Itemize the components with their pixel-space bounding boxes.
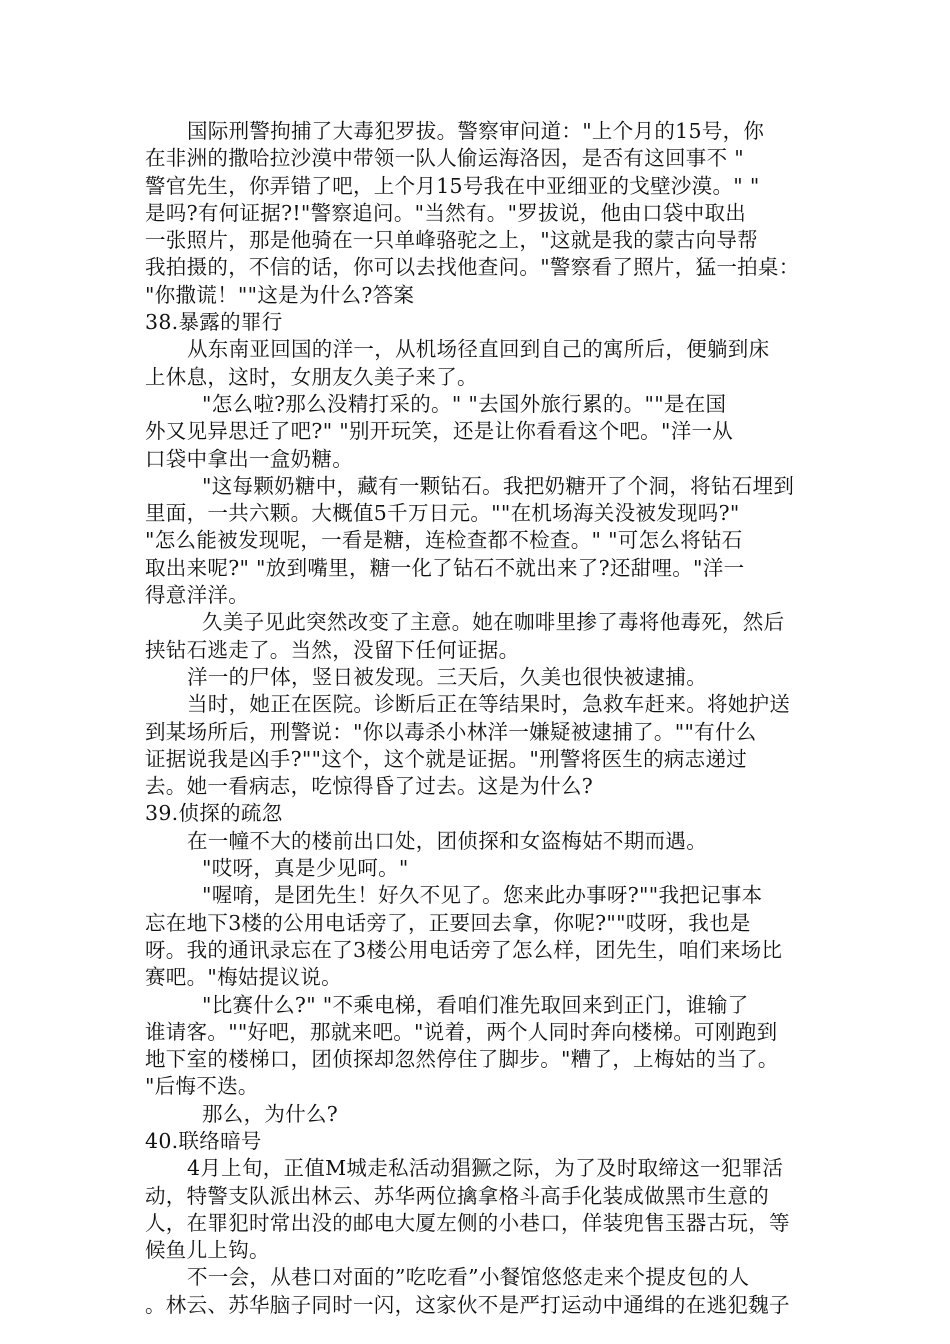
text-line: 谁请客。""好吧，那就来吧。"说着，两个人同时奔向楼梯。可刚跑到: [145, 1019, 778, 1044]
text-line: 去。她一看病志，吃惊得昏了过去。这是为什么?: [145, 774, 594, 799]
text-line: "哎呀，真是少见呵。": [202, 856, 409, 881]
text-line: 外又见异思迁了吧?" "别开玩笑，还是让你看看这个吧。"洋一从: [145, 419, 734, 444]
text-line: 候鱼儿上钩。: [145, 1238, 270, 1263]
text-line: 忘在地下3楼的公用电话旁了，正要回去拿，你呢?""哎呀，我也是: [145, 910, 751, 935]
section-heading: 39.侦探的疏忽: [145, 801, 283, 826]
text-line: 在非洲的撒哈拉沙漠中带领一队人偷运海洛因，是否有这回事不 ": [145, 146, 744, 171]
text-line: 挟钻石逃走了。当然，没留下任何证据。: [145, 637, 520, 662]
text-line: 到某场所后，刑警说："你以毒杀小林洋一嫌疑被逮捕了。""有什么: [145, 719, 757, 744]
text-line: "比赛什么?" "不乘电梯，看咱们准先取回来到正门，谁输了: [202, 992, 749, 1017]
text-line: 上休息，这时，女朋友久美子来了。: [145, 364, 478, 389]
text-line: "你撒谎！""这是为什么?答案: [145, 282, 415, 307]
text-line: 是吗?有何证据?!"警察追问。"当然有。"罗拔说，他由口袋中取出: [145, 200, 747, 225]
text-line: 当时，她正在医院。诊断后正在等结果时，急救车赶来。将她护送: [187, 692, 791, 717]
text-line: 不一会，从巷口对面的”吃吃看”小餐馆悠悠走来个提皮包的人: [187, 1265, 750, 1290]
text-line: 我拍摄的，不信的话，你可以去找他查问。"警察看了照片，猛一拍桌：: [145, 255, 800, 280]
text-line: "怎么啦?那么没精打采的。" "去国外旅行累的。""是在国: [202, 391, 727, 416]
text-line: 警官先生，你弄错了吧，上个月15号我在中亚细亚的戈壁沙漠。" ": [145, 173, 760, 198]
text-line: 得意洋洋。: [145, 583, 249, 608]
text-line: 那么，为什么?: [202, 1101, 339, 1126]
text-line: "后悔不迭。: [145, 1074, 259, 1099]
text-line: "怎么能被发现呢，一看是糖，连检查都不检查。" "可怎么将钻石: [145, 528, 743, 553]
text-line: 证据说我是凶手?""这个，这个就是证据。"刑警将医生的病志递过: [145, 746, 748, 771]
text-line: 一张照片，那是他骑在一只单峰骆驼之上，"这就是我的蒙古向导帮: [145, 228, 758, 253]
text-line: 呀。我的通讯录忘在了3楼公用电话旁了怎么样，团先生，咱们来场比: [145, 937, 783, 962]
text-line: 久美子见此突然改变了主意。她在咖啡里掺了毒将他毒死，然后: [202, 610, 785, 635]
text-line: 赛吧。"梅姑提议说。: [145, 965, 342, 990]
text-line: 口袋中拿出一盒奶糖。: [145, 446, 353, 471]
section-heading: 38.暴露的罪行: [145, 310, 283, 335]
text-line: 里面，一共六颗。大概值5千万日元。""在机场海关没被发现吗?": [145, 501, 740, 526]
section-heading: 40.联络暗号: [145, 1128, 262, 1153]
text-line: 在一幢不大的楼前出口处，团侦探和女盗梅姑不期而遇。: [187, 828, 707, 853]
text-line: 人，在罪犯时常出没的邮电大厦左侧的小巷口，佯装兜售玉器古玩，等: [145, 1210, 790, 1235]
text-line: 从东南亚回国的洋一，从机场径直回到自己的寓所后，便躺到床: [187, 337, 770, 362]
text-line: 。林云、苏华脑子同时一闪，这家伙不是严打运动中通缉的在逃犯魏子: [145, 1292, 790, 1317]
text-line: 洋一的尸体，竖日被发现。三天后，久美也很快被逮捕。: [187, 664, 707, 689]
text-line: 国际刑警拘捕了大毒犯罗拔。警察审问道："上个月的15号，你: [187, 119, 765, 143]
text-line: 4月上旬，正值M城走私活动猖獗之际，为了及时取缔这一犯罪活: [187, 1156, 784, 1181]
text-line: 动，特警支队派出林云、苏华两位擒拿格斗高手化装成做黑市生意的: [145, 1183, 769, 1208]
text-line: "喔唷，是团先生！好久不见了。您来此办事呀?""我把记事本: [202, 883, 763, 908]
text-line: 地下室的楼梯口，团侦探却忽然停住了脚步。"糟了，上梅姑的当了。: [145, 1047, 779, 1072]
text-line: 取出来呢?" "放到嘴里，糖一化了钻石不就出来了?还甜哩。"洋一: [145, 555, 745, 580]
text-line: "这每颗奶糖中，藏有一颗钻石。我把奶糖开了个洞，将钻石埋到: [202, 473, 795, 498]
